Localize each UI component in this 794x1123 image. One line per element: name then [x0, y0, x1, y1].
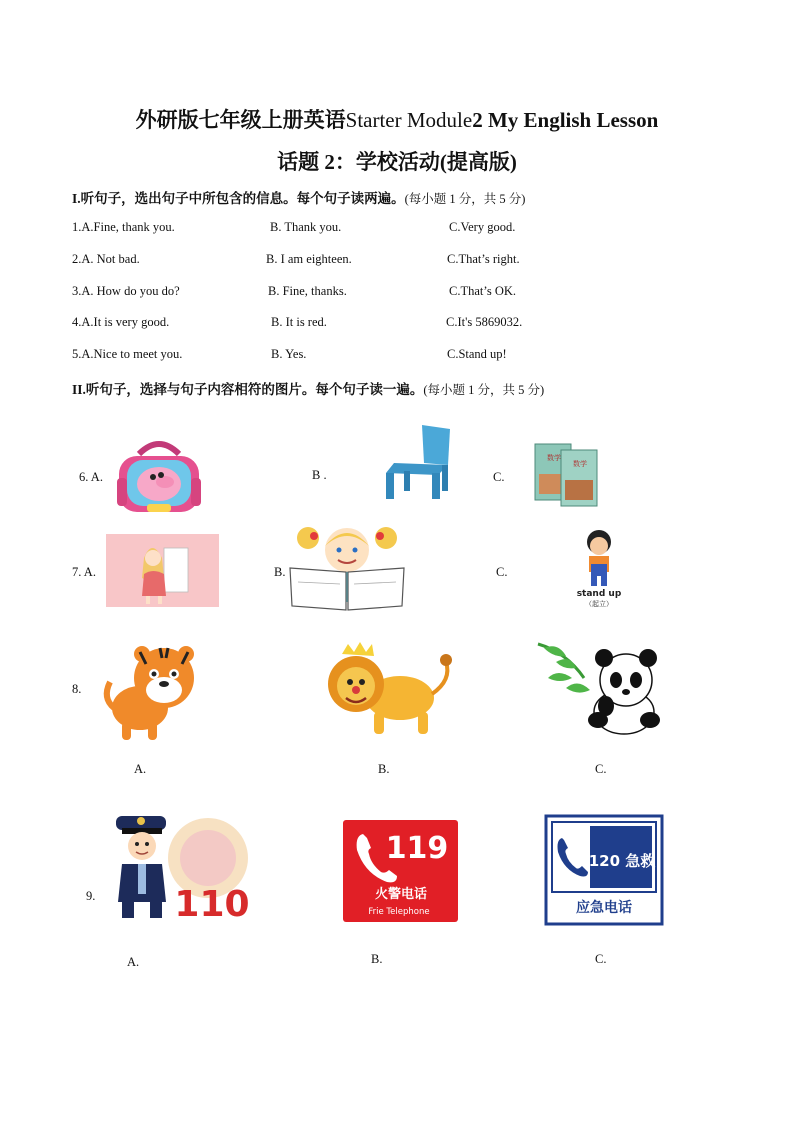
ambulance-120-image: [546, 816, 662, 924]
book-label-left: 数学: [547, 454, 561, 462]
page-title: [0, 104, 794, 134]
section1-heading-text: I.听句子，选出句子中所包含的信息。每个句子读两遍。: [72, 191, 405, 206]
fire-cn-text: 火警电话: [374, 887, 428, 902]
fire-number: 119: [385, 831, 449, 866]
chair-image: [378, 421, 458, 501]
lion-image: [322, 640, 462, 740]
q4-option-c: C.It's 5869032.: [446, 315, 523, 329]
q3-option-a: 3.A. How do you do?: [72, 284, 180, 298]
q9-label-b: B.: [371, 952, 383, 966]
q9-label-c: C.: [595, 952, 607, 966]
tiger-image: [100, 638, 210, 748]
section2-score: (每小题 1 分，共 5 分): [423, 383, 545, 397]
fire-en-text: Frie Telephone: [368, 907, 430, 917]
book-label-right: 数学: [573, 460, 587, 468]
q8-label-c: C.: [595, 762, 607, 776]
q1-option-b: B. Thank you.: [270, 220, 342, 234]
section1-heading: [72, 187, 525, 207]
q8-number: 8.: [72, 682, 82, 696]
q7-label-c: C.: [496, 565, 508, 579]
q7-label-b: B.: [274, 565, 286, 579]
girl-open-book-image: [288, 524, 406, 614]
q1-option-a: 1.A.Fine, thank you.: [72, 220, 175, 234]
q6-label-b: B .: [312, 468, 327, 482]
q5-option-c: C.Stand up!: [447, 347, 507, 361]
q1-option-c: C.Very good.: [449, 220, 516, 234]
q2-option-c: C.That’s right.: [447, 252, 520, 266]
schoolbag-image: [113, 434, 205, 518]
q9-label-a: A.: [127, 955, 140, 969]
q3-option-b: B. Fine, thanks.: [268, 284, 347, 298]
title-lesson: 2 My English Lesson: [472, 108, 659, 132]
q8-label-b: B.: [378, 762, 390, 776]
q4-option-a: 4.A.It is very good.: [72, 315, 170, 329]
police-110-image: [108, 810, 258, 925]
section2-heading: [72, 378, 544, 398]
ambulance-cn-text: 应急电话: [576, 900, 632, 916]
q8-label-a: A.: [134, 762, 147, 776]
girl-reading-image: [106, 534, 219, 607]
stand-up-text: stand up: [576, 589, 622, 599]
q5-option-a: 5.A.Nice to meet you.: [72, 347, 183, 361]
q5-option-b: B. Yes.: [271, 347, 307, 361]
police-number: 110: [174, 884, 250, 925]
page-subtitle: 话题 2：学校活动(提高版): [277, 150, 517, 174]
ambulance-number: 120 急救: [588, 852, 656, 870]
q3-option-c: C.That’s OK.: [449, 284, 517, 298]
panda-image: [536, 638, 660, 738]
section1-score: (每小题 1 分，共 5 分): [404, 192, 526, 206]
stand-up-cn-text: （起立）: [585, 600, 613, 608]
boy-stand-up-image: [570, 528, 628, 610]
fire-119-image: [343, 820, 458, 922]
q6-label-c: C.: [493, 470, 505, 484]
section2-heading-text: II.听句子，选择与句子内容相符的图片。每个句子读一遍。: [72, 382, 424, 397]
q7-label-a: 7. A.: [72, 565, 96, 579]
title-cn: 外研版七年级上册英语: [135, 108, 346, 132]
title-module: Starter Module: [345, 108, 473, 132]
q2-option-a: 2.A. Not bad.: [72, 252, 140, 266]
q6-label-a: 6. A.: [79, 470, 103, 484]
q4-option-b: B. It is red.: [271, 315, 327, 329]
books-image: [533, 440, 599, 508]
q9-number: 9.: [86, 889, 96, 903]
q2-option-b: B. I am eighteen.: [266, 252, 352, 266]
